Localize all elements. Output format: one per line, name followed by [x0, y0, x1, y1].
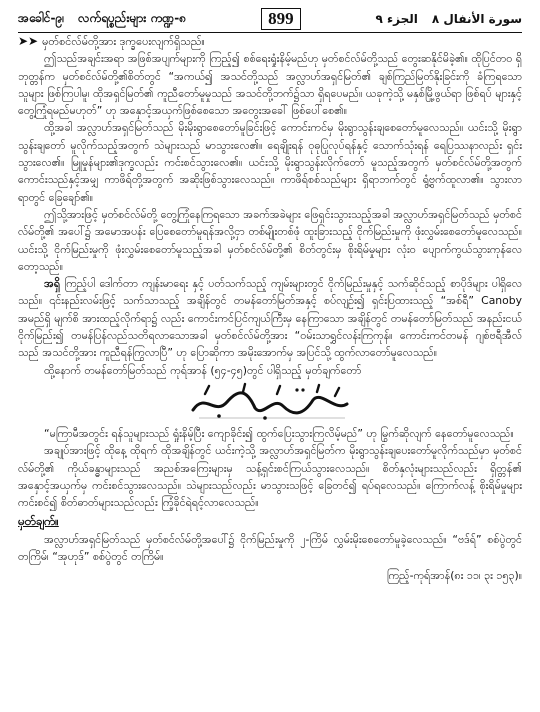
juz-label: الجزء ٩ — [375, 12, 418, 26]
paragraph-4-text: ကြည့်ပါ ဒေါက်တာ ကျန်းမာရေး နှင့် ပတ်သက်သည့် ကျမ်းများတွင် ငိုက်မြည်းမှုနှင့် သက်ဆိုင်သည့် စာပိုဒ်များ ပါရှိလေသည်။ ၎င်းနည်းလမ်းဖြင့် သက်သာသည့် အချိန်တွင် တမန်တော်မြတ်အနှင့် စပ်လျဉ်း၍ ရှင်းပြထားသည့် “အစ်ရီ” Canoby အမည်ရှိ မျက်စိ အားထည့်လိုက်ရာ၌ လည်း ကောင်းကင်ပြင်ကျယ်ကြီးမှ နေကြာသော အချိန်တွင် တမန်တော်မြတ်သည် အနည်းငယ်ငိုက်မြည်း၍ တမန်ပြန်လည်သတိရလာသောအခါ မှတ်စင်လ်မ်တို့အား “ဝမ်းသာရွှင်လန်းကြကုန်။ ကောင်းကင်တမန် ဂျစ်ဗရီအီလ်သည် အသင်တို့အား ကူညီရန်ကြွလာပြီ” ဟု ပြောဆိုကာ အမိုးအောက်မှ အပြင်သို့ ထွက်လာတော်မူလေသည်။ — [18, 277, 523, 360]
header-right — [376, 12, 522, 26]
page-header — [18, 6, 522, 33]
chapter-title: လက်ရပ္စည်းများ ကဏ္ဍ-၈ — [78, 11, 187, 25]
arabic-calligraphy — [18, 379, 522, 425]
paragraph-4 — [18, 275, 522, 361]
page-body — [18, 33, 522, 585]
paragraph-3: ဤသို့အားဖြင့် မှတ်စင်လ်မ်တို့ တွေ့ကြုံနေကြရသော အခက်အခဲများ ဖြေရှင်းသွားသည့်အခါ အလ္လာဟ်အရှင်မြတ်သည် မှတ်စင်လ်မ်တို့၏ အပေါ်၌ အမောအပန်း ပြေစေတော်မူရန်အလို့ငှာ တစ်မျိုးတစ်ဖုံ ထူးခြားသည့် ငိုက်မြည်းမှုကို ဖုံးလွှမ်းစေတော်မူလေသည်။ ယင်းသို့ ငိုက်မြည်းမှုကို ဖုံးလွှမ်းစေတော်မူသည့်အခါ မှတ်စင်လ်မ်တို့၏ စိတ်တွင်းမှ စိုးရိမ်မှုများ လုံးဝ ပျောက်ကွယ်သွားကုန်လေတော့သည်။ — [18, 207, 522, 273]
paragraph-after: အချုပ်အားဖြင့် ထိုနေ့ ထိုရက် ထိုအချိန်တွင် ယင်းကဲ့သို့ အလ္လာဟ်အရှင်မြတ်က မိုးရွာသွန်းချပေးတော်မူလိုက်သည်မှာ မှတ်စင်လ်မ်တို့၏ ကိုယ်ခန္ဓာများသည် အညစ်အကြေးများမှ သန့်ရှင်းစင်ကြယ်သွားလေသည်။ စိတ်နှလုံးများသည်လည်း ရှိတ္တန်၏ အနှောင့်အယှက်မှ ကင်းစင်သွားလေသည်။ သဲများသည်လည်း မာသွားသဖြင့် ခြေတင်၍ ရပ်ရလေသည်။ ကြောက်လန့် စိုးရိမ်မှုများ ကင်းစင်၍ စိတ်ဓာတ်များသည်လည်း ကြံ့ခိုင်ရဲရင့်လာလေသည်။ — [18, 444, 522, 510]
citation: ကြည့်-ကုရ်အာန်(၈း ၁၁၊ ၃း ၁၅၃)။ — [386, 569, 522, 583]
note-text: အလ္လာဟ်အရှင်မြတ်သည် မှတ်စင်လ်မ်တို့အပေါ်၌ ငိုက်မြည်းမှုကို ၂-ကြိမ် လွှမ်းမိုးစေတော်မူခဲ့လေသည်။ “ဗဒ်ရ်” စစ်ပွဲတွင် တကြိမ်၊ “အုဟုဒ်” စစ်ပွဲတွင် တကြိမ်။ — [18, 532, 522, 564]
section-label: အခေါင်-၉၊ — [18, 11, 65, 25]
verse-intro: ထို့နောက် တမန်တော်မြတ်သည် ကုရ်အာန် (၅၄-၄၅)တွင် ပါရှိသည့် မှတ်ချက်တော် — [44, 363, 362, 377]
bold-word: အရှိ — [44, 277, 61, 291]
double-arrow-icon: ➤➤ — [18, 34, 39, 48]
bullet-heading-text: မှတ်စင်လ်မ်တို့အား ဒုက္ခပေးလျက်ရှိသည်။ — [42, 35, 205, 48]
surah-label: سورة الأنفال ٨ — [431, 12, 522, 26]
paragraph-2: ထို့အခါ အလ္လာဟ်အရှင်မြတ်သည် မိုးမိုးရွာစေတော်မူခြင်းဖြင့် ကောင်းကင်မှ မိုးရွာသွန်းချစေတော်မူလေသည်။ ယင်းသို့ မိုးရွာသွန်းချတော် မူလိုက်သည့်အတွက် သဲများသည် မာသွားလေ၏။ ရေချိုးရန် ဝုဓုပြုလုပ်ရန်နှင့် သောက်သုံးရန် ရေပြဿနာလည်း ရှင်းသွားလေ၏။ မြူမှုန်များ၏ဒုက္ခလည်း ကင်းစင်သွားလေ၏။ ယင်းသို့ မိုးရွာသွန်းလိုက်တော် မူသည့်အတွက် မှတ်စင်လ်မ်တို့အတွက် ကောင်းသည်နှင့်အမျှ ကာဖိရ်တို့အတွက် အဆိုးဖြစ်သွားလေသည်။ ကာဖိရ်စစ်သည်များ ရှိရာဘက်တွင် ရွံ့ဗွက်ထူလာ၏။ သွားလာရာတွင် ခြေချော်၏။ — [18, 121, 522, 204]
header-left — [18, 10, 186, 28]
paragraph-1: ဤသည်အချင်းအရာ အဖြစ်အပျက်များကို ကြည့်၍ စစ်ရေးရှုံးနိမ့်မည်ဟု မှတ်စင်လ်မ်တို့သည် တွေးဆနိုင်မိခဲ့၏။ ထိုပြင်တဝ ရှိဘုတ္တန်က မှတ်စင်လ်မ်တို့၏စိတ်တွင် “အကယ်၍ အသင်တို့သည် အလ္လာဟ်အရှင်မြတ်၏ ချစ်ကြည်မြတ်နိုးခြင်းကို ခံကြရသောသူများ ဖြစ်ကြပါမူ၊ ထိုအရှင်မြတ်၏ ကူညီတော်မူမှုသည် အသင်တို့ဘက်၌သာ ရှိရပေမည်။ ယခုကဲ့သို့ မနှစ်မြို့ဖွယ်ရာ ဖြစ်ရပ် များနှင့် တွေ့ကြုံရမည်မဟုတ်” ဟု အနှောင့်အယှက်ဖြစ်စေသော အတွေးအခေါ် ဖြစ်ပေါ်စေ၏။ — [18, 52, 522, 118]
calligraphy-verse-image — [185, 382, 355, 422]
page-number: 899 — [261, 8, 301, 30]
bullet-heading — [18, 33, 522, 50]
note-heading: မှတ်ချက်။ — [18, 514, 59, 529]
quote-paragraph: “မကြာမီအတွင်း ရန်သူများသည် ရှုံးနိမ့်ပြီး ကျောခိုင်း၍ ထွက်ပြေးသွားကြလိမ့်မည်” ဟု မြွက်ဆိုလျက် နေတော်မူလေသည်။ — [44, 426, 514, 440]
